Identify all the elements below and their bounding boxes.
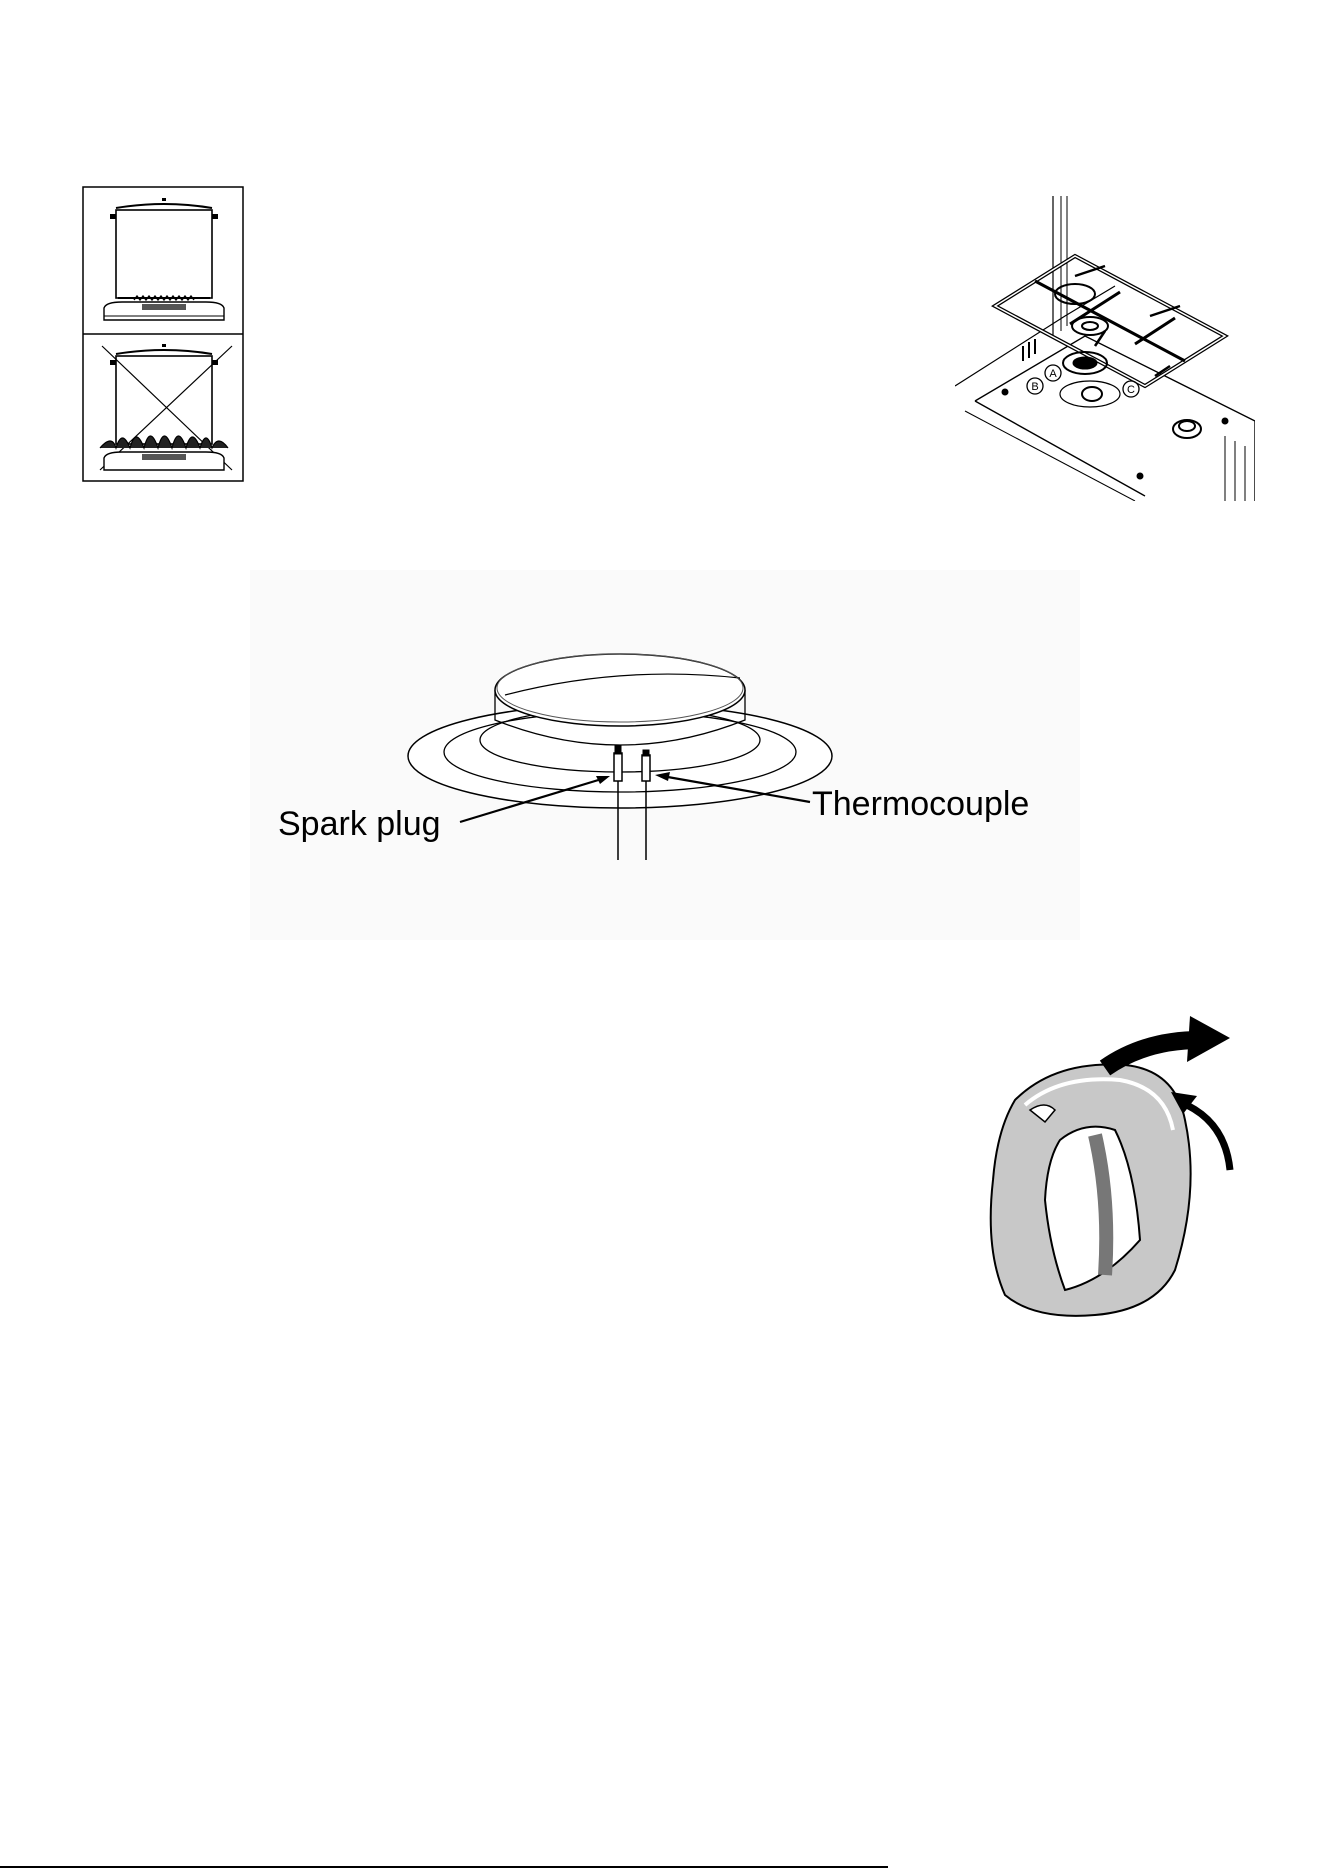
pot-correct-flame-icon	[104, 198, 224, 320]
thermocouple-label: Thermocouple	[812, 785, 1030, 823]
footer-rule	[0, 1866, 888, 1868]
hob-marker-c: C	[1127, 384, 1135, 396]
pot-flame-comparison-figure	[82, 186, 244, 482]
hob-pan-support-figure	[955, 196, 1255, 501]
control-knob-figure	[975, 1010, 1255, 1330]
burner-parts-figure	[250, 570, 1080, 940]
burner-icon	[408, 654, 832, 860]
hob-grid-icon	[955, 196, 1255, 501]
control-knob-icon	[991, 1064, 1191, 1315]
hob-marker-a: A	[1049, 368, 1057, 380]
spark-plug-label: Spark plug	[278, 805, 441, 843]
hob-marker-b: B	[1031, 381, 1039, 393]
